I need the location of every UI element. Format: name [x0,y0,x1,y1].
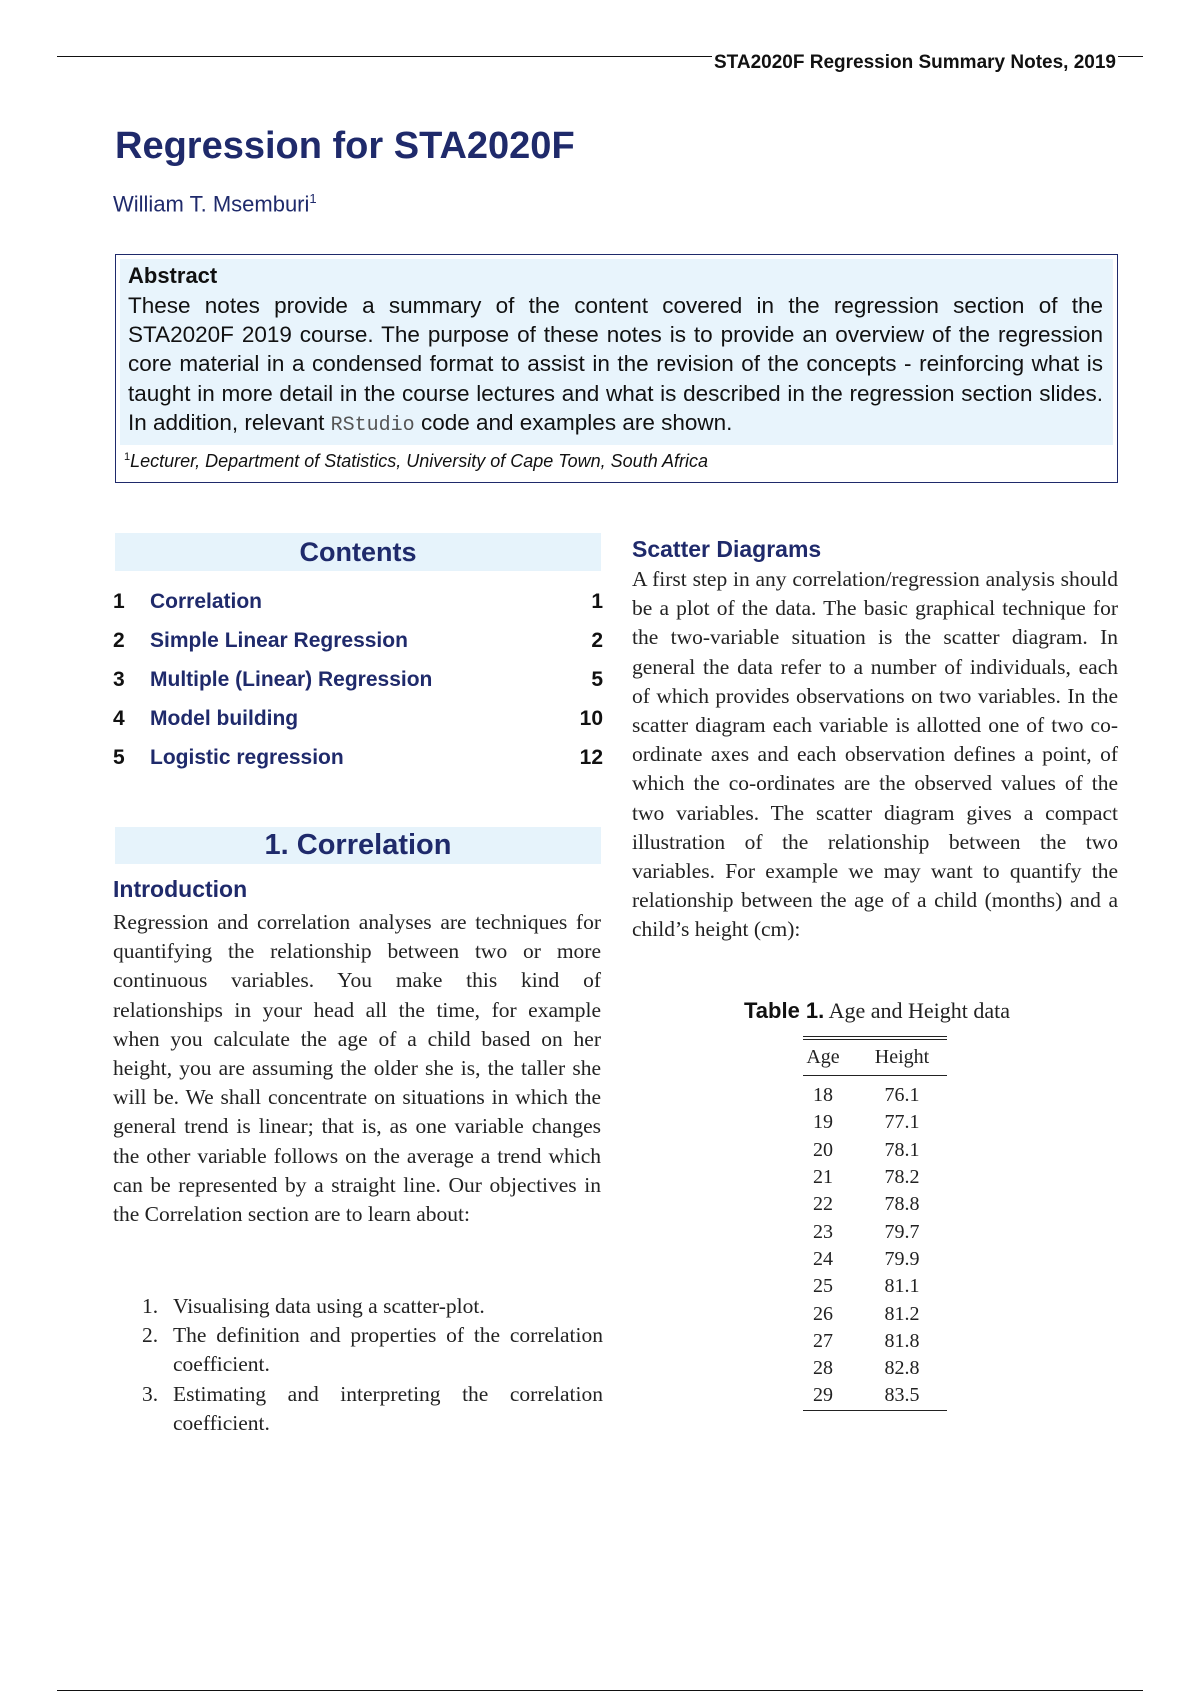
toc-entry-page: 5 [591,668,603,691]
table-header-row [803,1038,947,1076]
objectives-list [113,1292,603,1438]
age-cell: 24 [813,1247,833,1270]
toc-entry[interactable] [113,745,603,771]
toc-entry[interactable] [113,667,603,693]
toc-entry[interactable] [113,589,603,615]
height-cell: 82.8 [884,1357,920,1380]
table-caption [632,998,1122,1024]
author-name: William T. Msemburi [113,191,310,217]
introduction-text: Regression and correlation analyses are techniques for quantifying the relationship between two or more continuous variables. You make this kind of relationships in your head all the time, for example when you calculate the age of a child based on her height, you are assuming the older she is, the taller she will be. We shall concentrate on situations in which the general trend is linear; that is, as one variable changes the other variable follows on the average a trend which can be represented by a straight line. Our objectives in the Correlation section are to learn about: [113,910,601,1227]
age-cell: 26 [813,1302,833,1325]
table-row [803,1218,947,1245]
table-row [803,1191,947,1218]
paper-title: Regression for STA2020F [115,125,575,167]
list-item-text: The definition and properties of the correlation coefficient. [173,1323,603,1377]
age-cell: 29 [813,1384,833,1407]
running-title: STA2020F Regression Summary Notes, 2019 [714,52,1116,73]
toc-entry-link[interactable]: Model building [150,707,299,730]
toc-entry[interactable] [113,628,603,654]
table-row [803,1355,947,1382]
height-cell: 81.8 [884,1329,920,1352]
height-cell: 77.1 [884,1111,920,1134]
table-row [803,1382,947,1410]
toc-entry-page: 2 [591,629,603,652]
age-cell: 21 [813,1166,833,1189]
abstract-box [115,254,1118,483]
list-item [113,1380,603,1438]
height-cell: 78.2 [884,1166,920,1189]
height-cell: 83.5 [884,1384,920,1407]
height-cell: 81.2 [884,1302,920,1325]
table-row [803,1273,947,1300]
column-header-height: Height [843,1038,947,1076]
table-row [803,1137,947,1164]
toc-entry-page: 1 [591,590,603,613]
height-cell: 76.1 [884,1084,920,1107]
scatter-diagrams-heading: Scatter Diagrams [632,536,822,562]
toc-entry-number: 5 [113,746,125,769]
affiliation [124,451,708,472]
abstract-body-end: code and examples are shown. [420,409,733,435]
height-cell: 79.9 [884,1247,920,1270]
author-footnote-mark: 1 [309,191,317,206]
toc-entry-number: 4 [113,707,125,730]
age-height-table [803,1036,947,1411]
list-item-number: 2. [142,1323,159,1348]
age-cell: 19 [813,1111,833,1134]
affiliation-mark: 1 [124,451,131,463]
age-cell: 28 [813,1357,833,1380]
height-cell: 78.1 [884,1138,920,1161]
table-caption-text: Age and Height data [828,998,1011,1023]
age-cell: 27 [813,1329,833,1352]
column-header-age: Age [803,1038,843,1076]
toc-entry[interactable] [113,706,603,732]
list-item-number: 3. [142,1381,159,1406]
toc-entry-link[interactable]: Simple Linear Regression [150,629,408,652]
age-cell: 20 [813,1138,833,1161]
author-line [113,191,317,217]
section-heading-correlation: 1. Correlation [115,827,601,864]
scatter-diagrams-text: A first step in any correlation/regression analysis should be a plot of the data. The basic graphical technique for the two-variable situation is the scatter diagram. In general the data refer to a number of individuals, each of which provides observations on two variables. In the scatter diagram each variable is allotted one of two co-ordinate axes and each observation defines a point, of which the co-ordinates are the observed values of the two variables. The scatter diagram gives a compact illustration of the relationship between the two variables. For example we may want to quantify the relationship between the age of a child (months) and a child’s height (cm): [632,567,1118,942]
contents-heading: Contents [115,533,601,571]
toc-entry-number: 1 [113,590,125,613]
age-cell: 25 [813,1275,833,1298]
height-cell: 79.7 [884,1220,920,1243]
abstract-code-word: RStudio [330,413,415,437]
age-cell: 18 [813,1084,833,1107]
abstract-body: These notes provide a summary of the content covered in the regression section of the STA2020F 2019 course. The purpose of these notes is to provide an overview of the regression core material in a condensed format to assist in the revision of the concepts - reinforcing what is taught in more detail in the course lectures and what is described in the regression section slides. In addition, relevant [128,293,1103,435]
age-cell: 23 [813,1220,833,1243]
list-item-number: 1. [142,1294,159,1318]
table-row [803,1328,947,1355]
table-row [803,1300,947,1327]
toc-entry-link[interactable]: Logistic regression [150,746,344,769]
toc-entry-link[interactable]: Correlation [150,590,263,613]
toc-entry-page: 10 [579,707,603,730]
affiliation-text: Lecturer, Department of Statistics, University of Cape Town, South Africa [130,451,709,471]
table-label: Table 1. [743,998,825,1023]
list-item-text: Visualising data using a scatter-plot. [173,1294,485,1318]
toc-entry-number: 2 [113,629,125,652]
age-cell: 22 [813,1193,833,1216]
height-cell: 78.8 [884,1193,920,1216]
list-item [113,1292,603,1321]
table-row [803,1246,947,1273]
table-row [803,1164,947,1191]
list-item-text: Estimating and interpreting the correlation coefficient. [173,1381,603,1435]
abstract-heading: Abstract [128,263,218,288]
table-row [803,1076,947,1110]
list-item [113,1321,603,1379]
footer-rule [57,1690,1143,1691]
toc-entry-link[interactable]: Multiple (Linear) Regression [150,668,433,691]
toc-entry-page: 12 [579,746,603,769]
introduction-heading: Introduction [113,876,248,902]
table-row [803,1109,947,1136]
toc-entry-number: 3 [113,668,125,691]
height-cell: 81.1 [884,1275,920,1298]
abstract-text [128,291,1103,440]
